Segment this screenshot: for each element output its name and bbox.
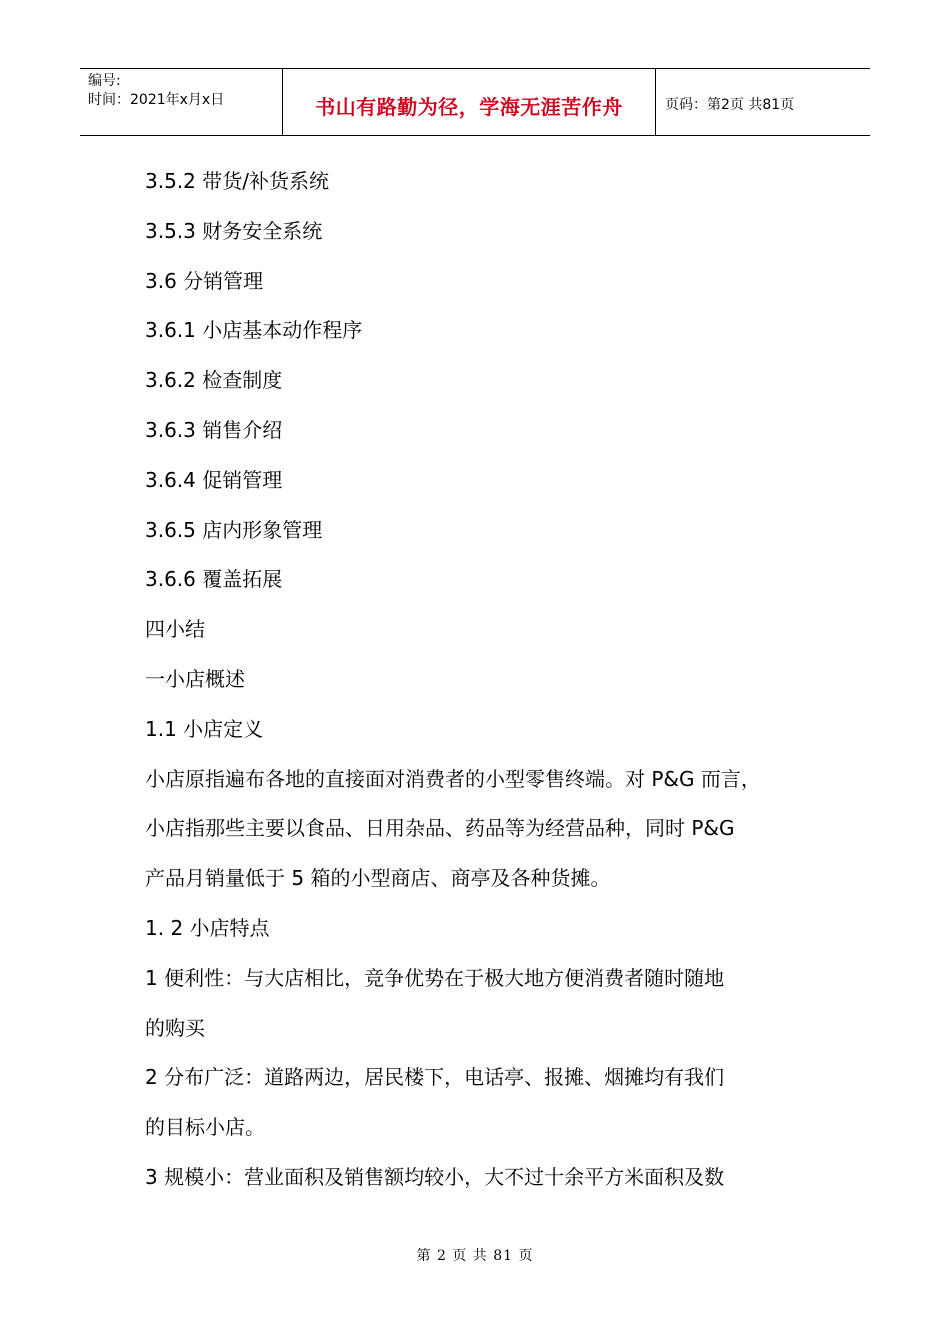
text-line: 3.6.4 促销管理 <box>145 467 283 492</box>
text-line: 3.6.5 店内形象管理 <box>145 517 323 542</box>
header-divider <box>655 69 656 135</box>
text-line: 3.6.2 检查制度 <box>145 368 283 393</box>
text-line: 3.5.3 财务安全系统 <box>145 218 323 243</box>
header-page-info: 页码：第2页 共81页 <box>665 97 795 113</box>
text-line: 小店原指遍布各地的直接面对消费者的小型零售终端。对 P&G 而言， <box>145 766 761 791</box>
text-line: 3.6 分销管理 <box>145 268 264 293</box>
text-line: 的购买 <box>145 1015 205 1040</box>
text-line: 3.6.3 销售介绍 <box>145 417 283 442</box>
header-meta <box>88 72 224 110</box>
text-line: 四小结 <box>145 617 205 642</box>
time-label: 时间：2021年x月x日 <box>88 92 225 108</box>
text-line: 3 规模小：营业面积及销售额均较小，大不过十余平方米面积及数 <box>145 1164 725 1189</box>
text-line: 产品月销量低于 5 箱的小型商店、商亭及各种货摊。 <box>145 866 611 891</box>
text-line: 2 分布广泛：道路两边，居民楼下，电话亭、报摊、烟摊均有我们 <box>145 1065 725 1090</box>
document-body <box>145 157 825 1203</box>
page-header <box>80 68 870 136</box>
text-line: 1. 2 小店特点 <box>145 915 270 940</box>
text-line: 一小店概述 <box>145 666 245 691</box>
text-line: 1 便利性：与大店相比，竞争优势在于极大地方便消费者随时随地 <box>145 965 725 990</box>
text-line: 3.5.2 带货/补货系统 <box>145 169 329 193</box>
text-line: 小店指那些主要以食品、日用杂品、药品等为经营品种，同时 P&G <box>145 816 735 841</box>
text-line: 的目标小店。 <box>145 1115 265 1140</box>
text-line: 1.1 小店定义 <box>145 716 264 741</box>
header-motto: 书山有路勤为径，学海无涯苦作舟 <box>315 95 623 119</box>
text-line: 3.6.6 覆盖拓展 <box>145 567 283 592</box>
number-label: 编号: <box>88 73 121 89</box>
text-line: 3.6.1 小店基本动作程序 <box>145 318 363 343</box>
page-footer: 第 2 页 共 81 页 <box>416 1248 534 1264</box>
